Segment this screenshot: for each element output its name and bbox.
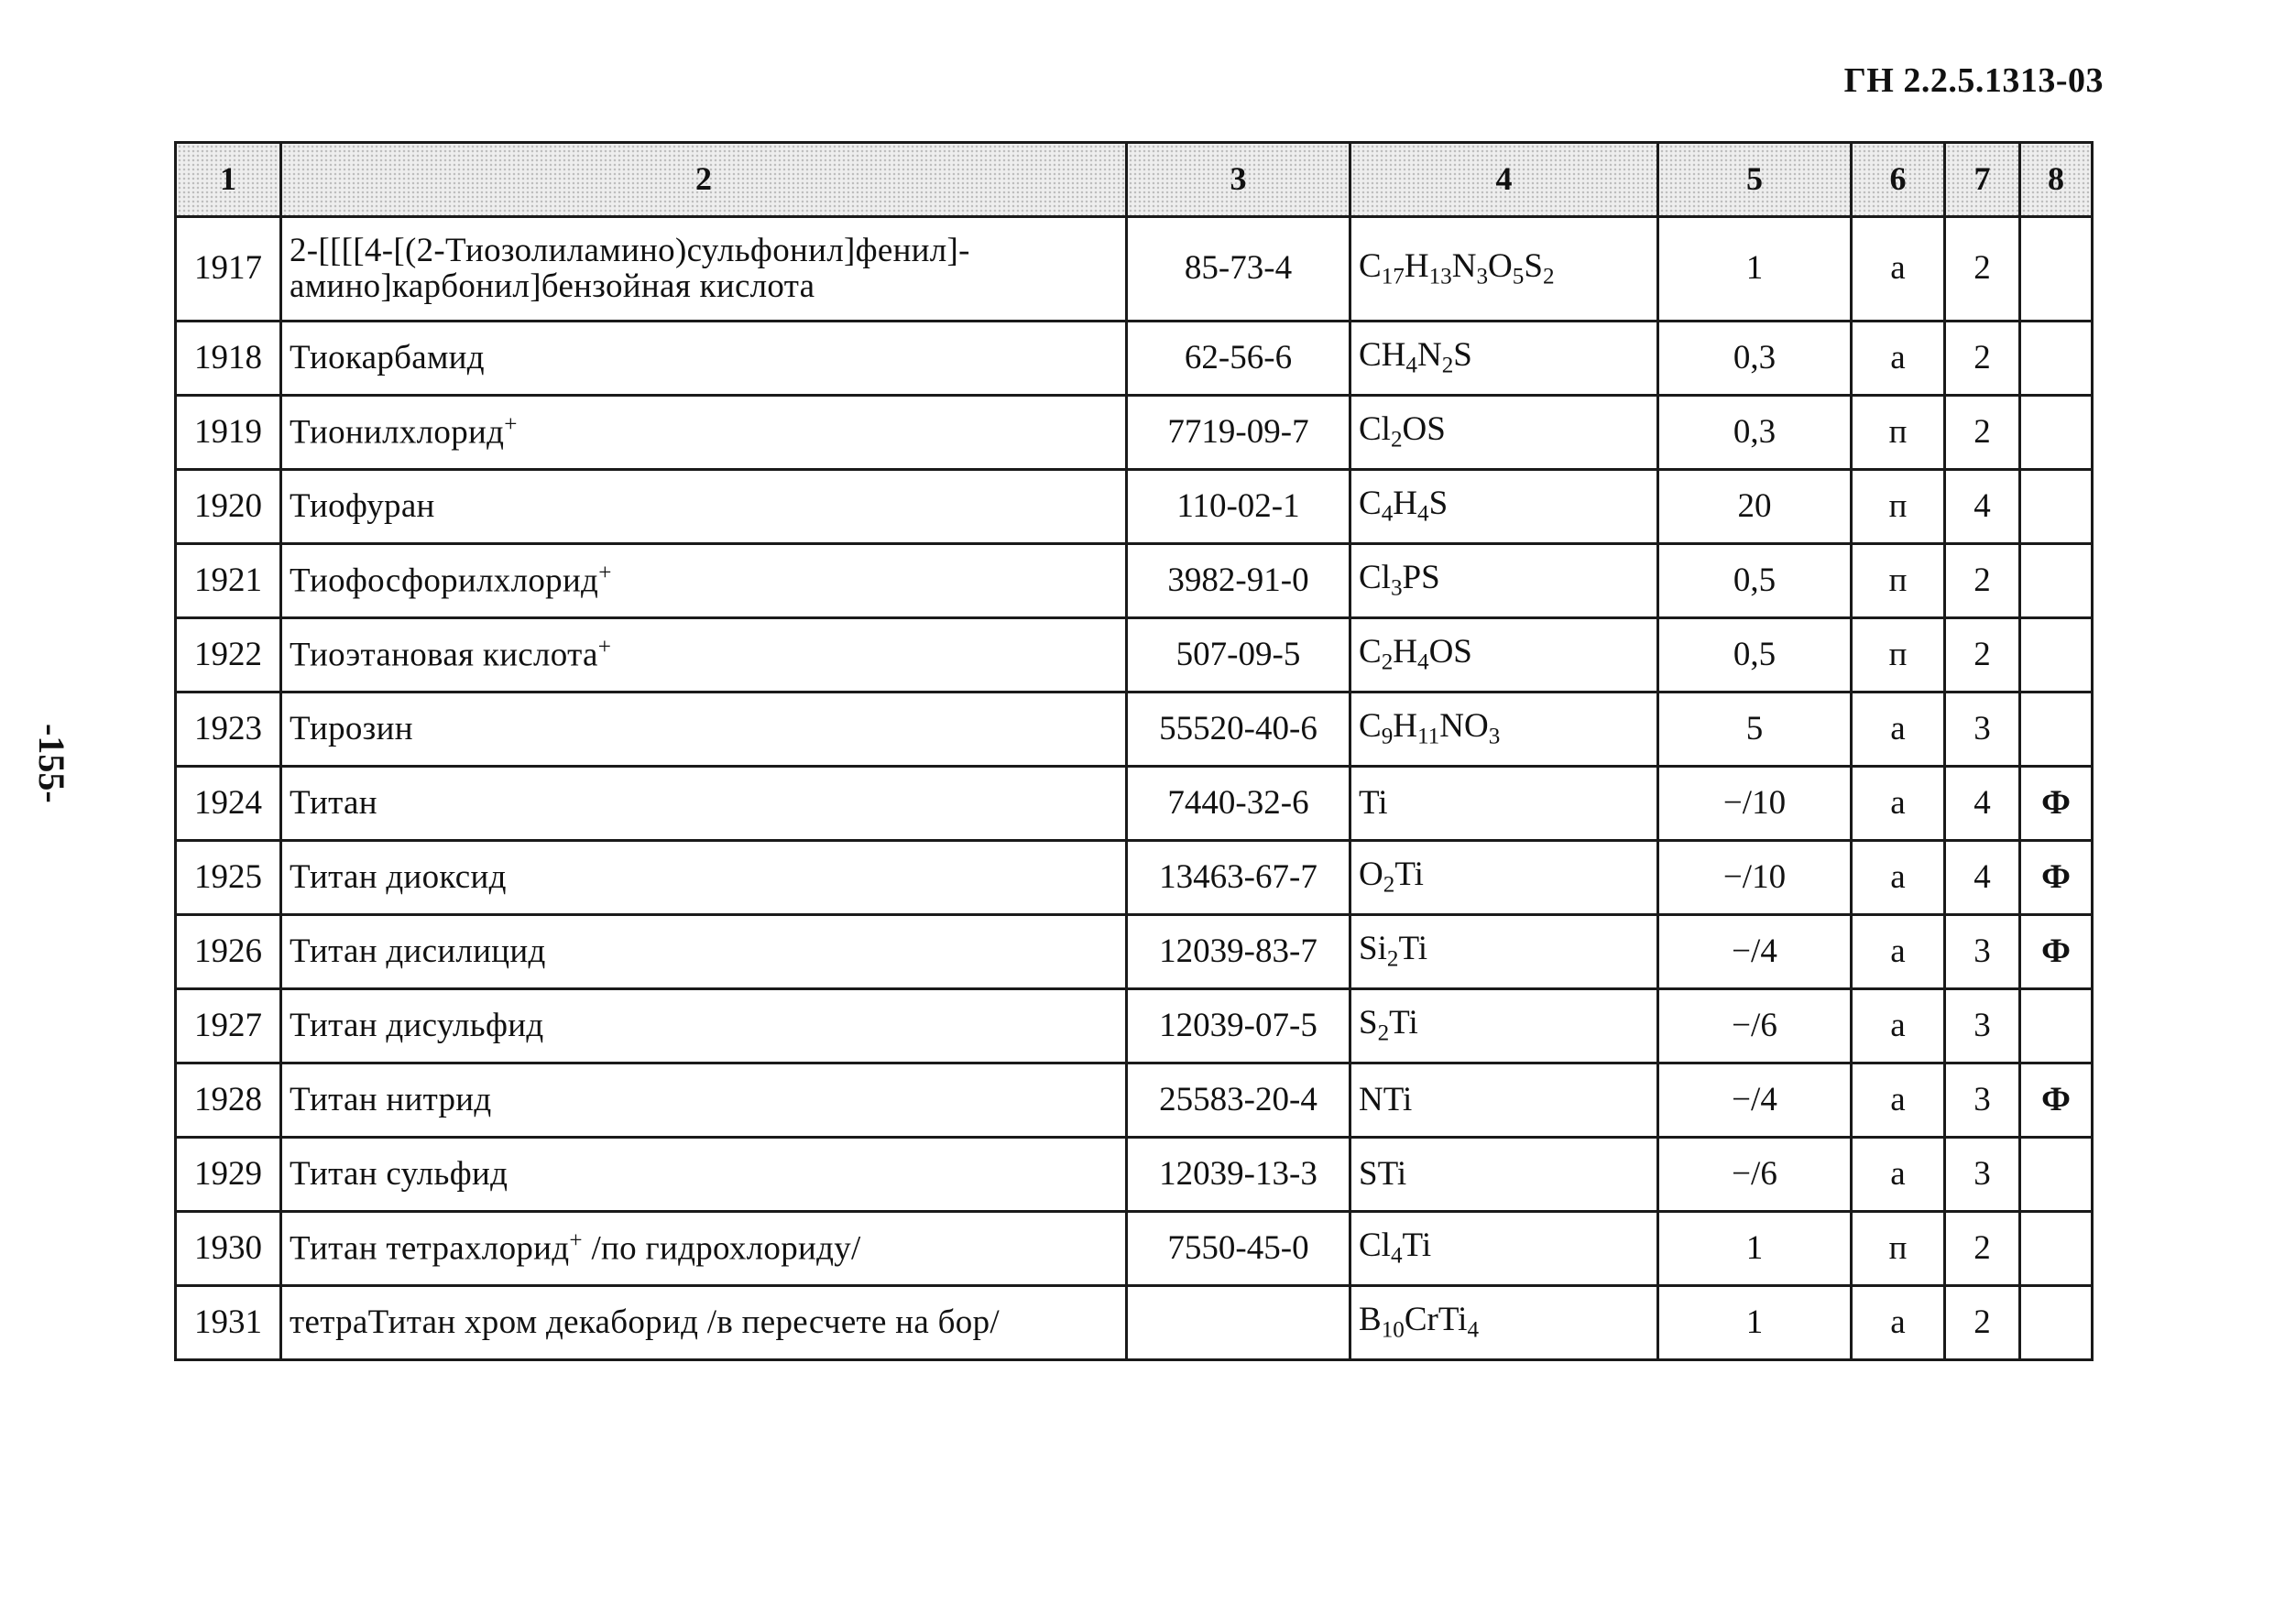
cas-number: 507-09-5 <box>1127 618 1350 692</box>
hazard-class: 2 <box>1945 322 2020 396</box>
note-mark <box>2020 618 2093 692</box>
chemical-formula: $Cl_2OS$ <box>1350 396 1658 470</box>
table-row <box>176 544 2093 618</box>
row-number: 1929 <box>176 1138 281 1212</box>
cas-number: 3982-91-0 <box>1127 544 1350 618</box>
limit-value: 20 <box>1658 470 1852 544</box>
table-row <box>176 841 2093 915</box>
chemical-formula: STi <box>1350 1138 1658 1212</box>
cas-number: 110-02-1 <box>1127 470 1350 544</box>
row-number: 1918 <box>176 322 281 396</box>
aggregate-state: а <box>1852 1286 1945 1360</box>
table-row <box>176 396 2093 470</box>
limit-value: −/10 <box>1658 767 1852 841</box>
aggregate-state: п <box>1852 618 1945 692</box>
hazard-class: 2 <box>1945 217 2020 322</box>
cas-number <box>1127 1286 1350 1360</box>
row-number: 1928 <box>176 1063 281 1138</box>
column-header: 3 <box>1127 143 1350 217</box>
row-number: 1924 <box>176 767 281 841</box>
chemical-formula: $C_{17}H_{13}N_3O_5S_2$ <box>1350 217 1658 322</box>
note-mark: Ф <box>2020 1063 2093 1138</box>
note-mark <box>2020 989 2093 1063</box>
column-header: 8 <box>2020 143 2093 217</box>
cas-number: 7550-45-0 <box>1127 1212 1350 1286</box>
limit-value: −/6 <box>1658 989 1852 1063</box>
row-number: 1922 <box>176 618 281 692</box>
note-mark <box>2020 396 2093 470</box>
row-number: 1927 <box>176 989 281 1063</box>
chemical-formula: $B_{10}CrTi_4$ <box>1350 1286 1658 1360</box>
substance-name: Тиокарбамид <box>281 322 1127 396</box>
aggregate-state: п <box>1852 396 1945 470</box>
hazard-class: 3 <box>1945 1063 2020 1138</box>
cas-number: 85-73-4 <box>1127 217 1350 322</box>
column-header: 4 <box>1350 143 1658 217</box>
note-mark: Ф <box>2020 915 2093 989</box>
substance-name: Титан нитрид <box>281 1063 1127 1138</box>
column-header: 1 <box>176 143 281 217</box>
table-row <box>176 217 2093 322</box>
limit-value: 5 <box>1658 692 1852 767</box>
table-row <box>176 1286 2093 1360</box>
limit-value: −/6 <box>1658 1138 1852 1212</box>
aggregate-state: а <box>1852 322 1945 396</box>
note-mark <box>2020 544 2093 618</box>
substance-name: Тионилхлорид+ <box>281 396 1127 470</box>
substance-name: Титан <box>281 767 1127 841</box>
aggregate-state: а <box>1852 989 1945 1063</box>
row-number: 1920 <box>176 470 281 544</box>
substance-name: Титан дисульфид <box>281 989 1127 1063</box>
note-mark <box>2020 470 2093 544</box>
substance-name: Тиофуран <box>281 470 1127 544</box>
limit-value: 0,3 <box>1658 396 1852 470</box>
limit-value: 0,5 <box>1658 544 1852 618</box>
chemical-formula: $Cl_4Ti$ <box>1350 1212 1658 1286</box>
table-row <box>176 989 2093 1063</box>
document-code: ГН 2.2.5.1313-03 <box>1843 61 2104 100</box>
table-row <box>176 618 2093 692</box>
hazard-class: 2 <box>1945 1212 2020 1286</box>
note-mark: Ф <box>2020 841 2093 915</box>
aggregate-state: а <box>1852 1138 1945 1212</box>
substance-name: Титан тетрахлорид+ /по гидрохлориду/ <box>281 1212 1127 1286</box>
cas-number: 25583-20-4 <box>1127 1063 1350 1138</box>
note-mark <box>2020 1212 2093 1286</box>
aggregate-state: п <box>1852 470 1945 544</box>
chemical-formula: $Cl_3PS$ <box>1350 544 1658 618</box>
substance-name: Титан сульфид <box>281 1138 1127 1212</box>
table-body <box>176 217 2093 1360</box>
cas-number: 13463-67-7 <box>1127 841 1350 915</box>
row-number: 1926 <box>176 915 281 989</box>
cas-number: 12039-83-7 <box>1127 915 1350 989</box>
cas-number: 7719-09-7 <box>1127 396 1350 470</box>
substance-name: Тиофосфорилхлорид+ <box>281 544 1127 618</box>
aggregate-state: а <box>1852 841 1945 915</box>
table-row <box>176 1212 2093 1286</box>
header-row <box>176 143 2093 217</box>
note-mark <box>2020 1286 2093 1360</box>
row-number: 1923 <box>176 692 281 767</box>
row-number: 1931 <box>176 1286 281 1360</box>
aggregate-state: а <box>1852 767 1945 841</box>
hazard-class: 3 <box>1945 915 2020 989</box>
cas-number: 12039-13-3 <box>1127 1138 1350 1212</box>
cas-number: 62-56-6 <box>1127 322 1350 396</box>
table-row <box>176 692 2093 767</box>
note-mark <box>2020 322 2093 396</box>
substance-name: Тиоэтановая кислота+ <box>281 618 1127 692</box>
aggregate-state: а <box>1852 692 1945 767</box>
chemical-formula: $C_9H_{11}NO_3$ <box>1350 692 1658 767</box>
chemical-formula: $C_2H_4OS$ <box>1350 618 1658 692</box>
note-mark <box>2020 217 2093 322</box>
hazard-class: 3 <box>1945 1138 2020 1212</box>
cas-number: 7440-32-6 <box>1127 767 1350 841</box>
row-number: 1919 <box>176 396 281 470</box>
hazard-class: 2 <box>1945 1286 2020 1360</box>
hazard-class: 4 <box>1945 470 2020 544</box>
table-row <box>176 470 2093 544</box>
aggregate-state: п <box>1852 544 1945 618</box>
limit-value: −/4 <box>1658 915 1852 989</box>
table-row <box>176 322 2093 396</box>
row-number: 1917 <box>176 217 281 322</box>
substance-name: тетраТитан хром декаборид /в пересчете на бор/ <box>281 1286 1127 1360</box>
hazard-class: 3 <box>1945 989 2020 1063</box>
row-number: 1925 <box>176 841 281 915</box>
row-number: 1930 <box>176 1212 281 1286</box>
substance-name: Титан диоксид <box>281 841 1127 915</box>
column-header: 7 <box>1945 143 2020 217</box>
chemical-formula: $Si_2Ti$ <box>1350 915 1658 989</box>
hazard-class: 3 <box>1945 692 2020 767</box>
hazard-class: 2 <box>1945 618 2020 692</box>
hazard-class: 2 <box>1945 396 2020 470</box>
chemical-formula: $O_2Ti$ <box>1350 841 1658 915</box>
table-row <box>176 767 2093 841</box>
table-row <box>176 1063 2093 1138</box>
cas-number: 12039-07-5 <box>1127 989 1350 1063</box>
table-header <box>176 143 2093 217</box>
cas-number: 55520-40-6 <box>1127 692 1350 767</box>
table-row <box>176 1138 2093 1212</box>
column-header: 2 <box>281 143 1127 217</box>
limit-value: 1 <box>1658 1212 1852 1286</box>
chemical-formula: NTi <box>1350 1063 1658 1138</box>
aggregate-state: п <box>1852 1212 1945 1286</box>
note-mark: Ф <box>2020 767 2093 841</box>
chemical-formula: Ti <box>1350 767 1658 841</box>
limit-value: −/10 <box>1658 841 1852 915</box>
hazard-class: 2 <box>1945 544 2020 618</box>
aggregate-state: а <box>1852 217 1945 322</box>
table-row <box>176 915 2093 989</box>
substance-name: Титан дисилицид <box>281 915 1127 989</box>
limit-value: 0,5 <box>1658 618 1852 692</box>
aggregate-state: а <box>1852 1063 1945 1138</box>
aggregate-state: а <box>1852 915 1945 989</box>
substance-name: 2-[[[[4-[(2-Тиозолиламино)сульфонил]фенил]-амино]карбонил]бензойная кислота <box>281 217 1127 322</box>
limit-value: −/4 <box>1658 1063 1852 1138</box>
limit-value: 1 <box>1658 1286 1852 1360</box>
limit-value: 0,3 <box>1658 322 1852 396</box>
column-header: 6 <box>1852 143 1945 217</box>
column-header: 5 <box>1658 143 1852 217</box>
note-mark <box>2020 692 2093 767</box>
chemical-formula: $C_4H_4S$ <box>1350 470 1658 544</box>
note-mark <box>2020 1138 2093 1212</box>
hazard-class: 4 <box>1945 841 2020 915</box>
chemical-formula: $S_2Ti$ <box>1350 989 1658 1063</box>
chemical-formula: $CH_4N_2S$ <box>1350 322 1658 396</box>
row-number: 1921 <box>176 544 281 618</box>
page-number: -155- <box>31 724 72 803</box>
hazard-class: 4 <box>1945 767 2020 841</box>
substances-table <box>174 141 2094 1361</box>
limit-value: 1 <box>1658 217 1852 322</box>
substance-name: Тирозин <box>281 692 1127 767</box>
